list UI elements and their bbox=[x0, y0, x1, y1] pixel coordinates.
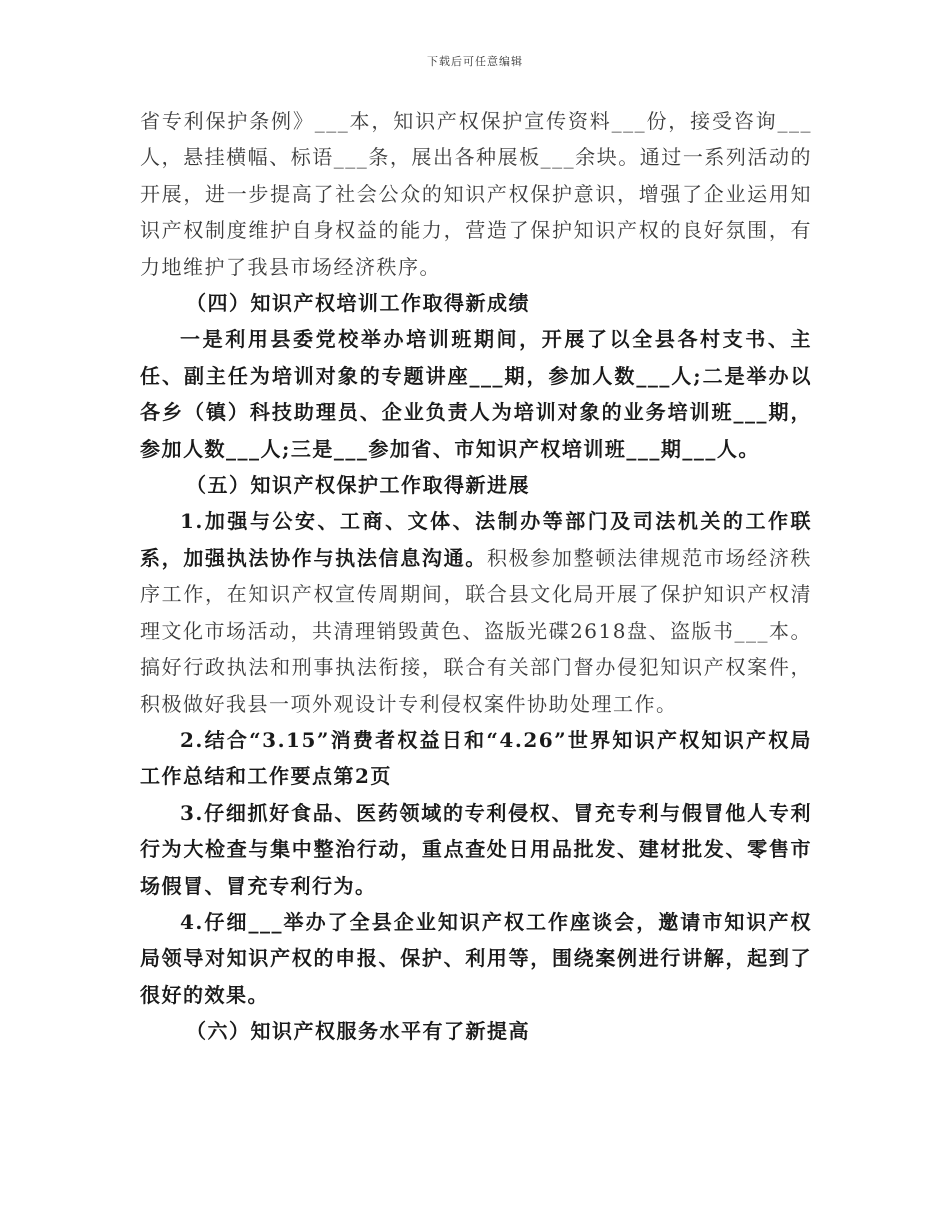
body-paragraph-protection-item-4: 4.仔细___举办了全县企业知识产权工作座谈会，邀请市知识产权局领导对知识产权的申报、保护、利用等，围绕案例进行讲解，起到了很好的效果。 bbox=[140, 909, 812, 1007]
item-1-detail: 积极参加整顿法律规范市场经济秩序工作，在知识产权宣传周期间，联合县文化局开展了保护知识产权清理文化市场活动，共清理销毁黄色、盗版光碟2618盘、盗版书___本。搞好行政执法和刑事执法衔接，联合有关部门督办侵犯知识产权案件，积极做好我县一项外观设计专利侵权案件协助处理工作。 bbox=[140, 545, 813, 716]
section-heading-protection: （五）知识产权保护工作取得新进展 bbox=[186, 473, 530, 498]
document-body bbox=[140, 103, 812, 1050]
body-paragraph-promotion-results: 省专利保护条例》___本，知识产权保护宣传资料___份，接受咨询___人，悬挂横幅、标语___条，展出各种展板___余块。通过一系列活动的开展，进一步提高了社会公众的知识产权保护意识，增强了企业运用知识产权制度维护自身权益的能力，营造了保护知识产权的良好氛围，有力地维护了我县市场经济秩序。 bbox=[140, 109, 812, 279]
section-heading-training: （四）知识产权培训工作取得新成绩 bbox=[186, 291, 530, 316]
section-heading-service: （六）知识产权服务水平有了新提高 bbox=[186, 1019, 530, 1044]
item-1-lead-sentence: 1.加强与公安、工商、文体、法制办等部门及司法机关的工作联系，加强执法协作与执法信息沟通。 bbox=[140, 509, 812, 570]
body-paragraph-training: 一是利用县委党校举办培训班期间，开展了以全县各村支书、主任、副主任为培训对象的专题讲座___期，参加人数___人;二是举办以各乡（镇）科技助理员、企业负责人为培训对象的业务培训班___期，参加人数___人;三是___参加省、市知识产权培训班___期___人。 bbox=[140, 327, 812, 461]
page-header: 下载后可任意编辑 bbox=[427, 55, 523, 68]
body-paragraph-protection-item-1 bbox=[140, 503, 812, 721]
body-paragraph-protection-item-2: 2.结合“3.15”消费者权益日和“4.26”世界知识产权知识产权局工作总结和工作要点第2页 bbox=[140, 727, 812, 789]
body-paragraph-protection-item-3: 3.仔细抓好食品、医药领域的专利侵权、冒充专利与假冒他人专利行为大检查与集中整治行动，重点查处日用品批发、建材批发、零售市场假冒、冒充专利行为。 bbox=[140, 800, 812, 898]
